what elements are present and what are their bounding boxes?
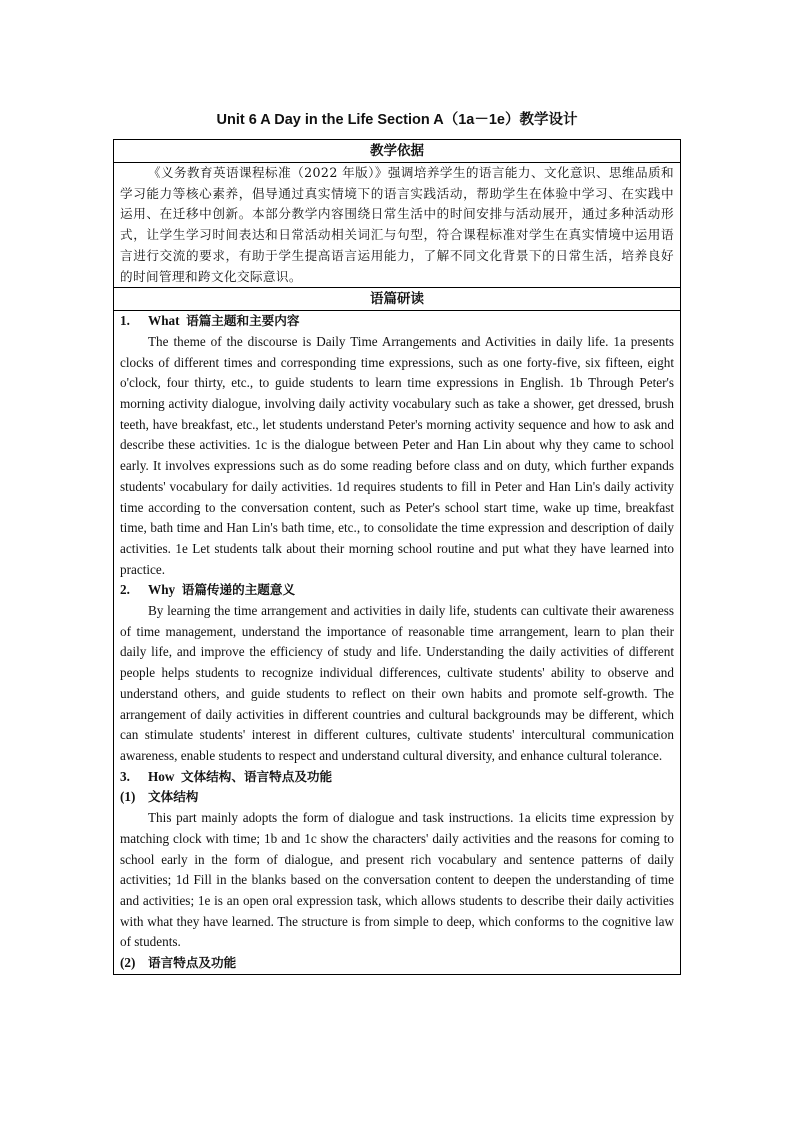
why-heading <box>120 580 674 601</box>
language-title: 语言特点及功能 <box>148 955 237 971</box>
analysis-body-row <box>114 311 681 975</box>
basis-header: 教学依据 <box>114 140 681 163</box>
language-number: (2) <box>120 955 136 971</box>
analysis-header: 语篇研读 <box>114 288 681 311</box>
structure-title: 文体结构 <box>148 789 199 805</box>
why-label: Why <box>148 582 176 598</box>
basis-paragraph: 《义务教育英语课程标准（2022 年版）》强调培养学生的语言能力、文化意识、思维品质和学习能力等核心素养，倡导通过真实情境下的语言实践活动，帮助学生在体验中学习、在实践中运用、在迁移中创新。本部分教学内容围绕日常生活中的时间安排与活动展开，通过多种活动形式，让学生学习时间表达和日常活动相关词汇与句型，符合课程标准对学生在真实情境中运用语言进行交流的要求，有助于学生提高语言运用能力，了解不同文化背景下的日常生活，培养良好的时间管理和跨文化交际意识。 <box>120 165 674 284</box>
basis-header-row <box>114 140 681 163</box>
structure-heading <box>120 787 674 808</box>
structure-paragraph: This part mainly adopts the form of dialogue and task instructions. 1a elicits time expression by matching clock with time; 1b and 1c show the characters' daily activities and the reasons for coming to school early in the form of dialogue, and present rich vocabulary and sentence patterns of daily activities; 1d Fill in the blanks based on the conversation content to deepen the understanding of time and activities; 1e is an open oral expression task, which allows students to describe their daily activities with what they have learned. The structure is from simple to deep, which conforms to the cognitive law of students. <box>120 810 674 950</box>
document-title: Unit 6 A Day in the Life Section A（1a－1e）教学设计 <box>216 112 578 128</box>
what-heading <box>120 311 674 332</box>
basis-body-row <box>114 163 681 288</box>
why-title: 语篇传递的主题意义 <box>181 582 296 598</box>
why-paragraph: By learning the time arrangement and activities in daily life, students can cultivate their awareness of time management, understand the importance of reasonable time arrangement, learn to plan their daily life, and improve the efficiency of study and life. Understanding the daily activities of different people helps students to recognize individual differences, cultivate students' ability to observe and understand others, and guide students to reflect on their own habits and promote self-growth. The arrangement of daily activities in different countries and cultural backgrounds may be different, which can stimulate students' interest in different cultures, cultivate students' intercultural communication awareness, enable students to respect and understand cultural diversity, and enhance cultural tolerance. <box>120 603 674 763</box>
how-number: 3. <box>120 768 130 784</box>
analysis-header-row <box>114 288 681 311</box>
analysis-cell <box>114 311 681 975</box>
structure-number: (1) <box>120 789 136 805</box>
what-title: 语篇主题和主要内容 <box>186 313 300 329</box>
what-label: What <box>148 313 180 329</box>
language-heading <box>120 953 674 974</box>
how-title: 文体结构、语言特点及功能 <box>180 768 333 784</box>
how-label: How <box>148 768 175 784</box>
how-heading <box>120 767 674 788</box>
why-number: 2. <box>120 582 130 598</box>
basis-cell <box>114 163 681 288</box>
lesson-plan-table <box>113 139 681 975</box>
what-number: 1. <box>120 313 130 329</box>
what-paragraph: The theme of the discourse is Daily Time Arrangements and Activities in daily life. 1a presents clocks of different times and corresponding time expressions, such as one forty-five, six fifteen, eight o'clock, four thirty, etc., to guide students to learn time expressions in English. 1b Through Peter's morning activity dialogue, involving daily activity vocabulary such as take a shower, get dressed, brush teeth, have breakfast, etc., let students understand Peter's morning activity sequence and how to ask and describe these activities. 1c is the dialogue between Peter and Han Lin about why they came to school early. It involves expressions such as do some reading before class and on duty, which further expands students' vocabulary for daily activities. 1d requires students to fill in Peter and Han Lin's daily activity time according to the conversation content, such as Peter's school start time, wake up time, breakfast time, bath time and Han Lin's bath time, etc., to consolidate the time expression and description of daily activities. 1e Let students talk about their morning school routine and put what they have learned into practice. <box>120 333 674 577</box>
